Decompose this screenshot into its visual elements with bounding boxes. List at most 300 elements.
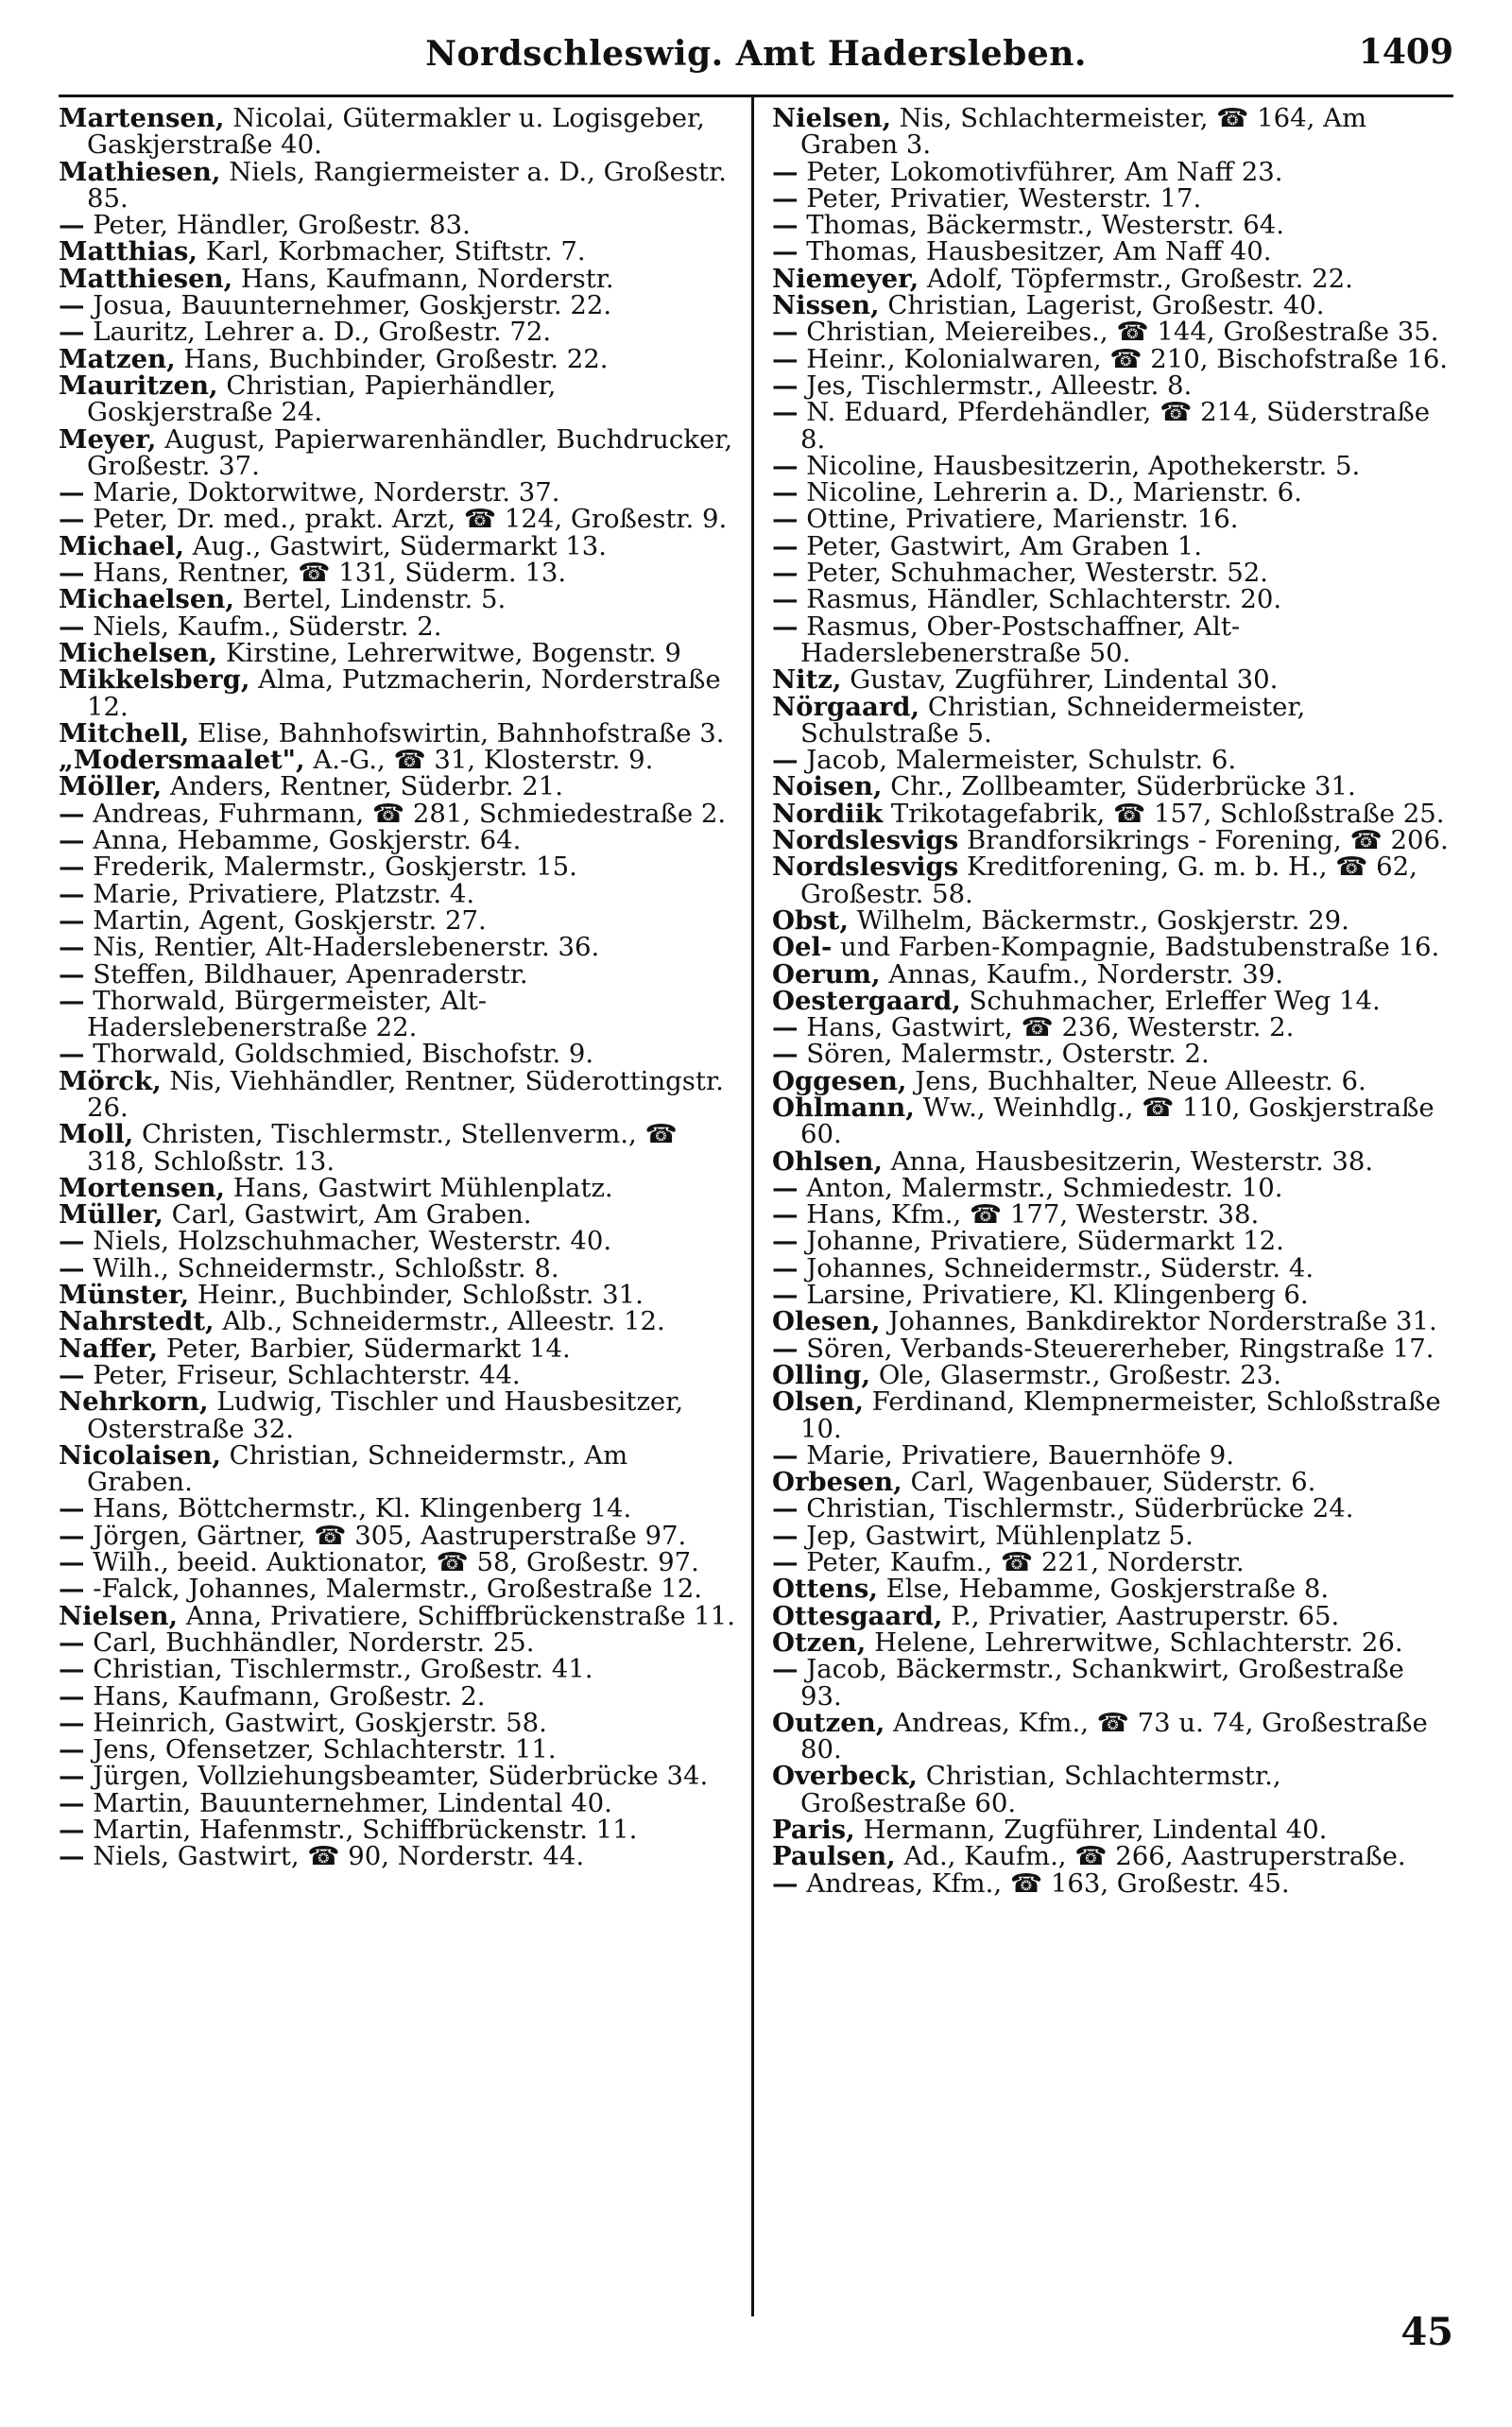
entry-name: — [771, 182, 799, 214]
entry-name: — [59, 1627, 85, 1658]
entry-details: Frederik, Malermstr., Goskjerstr. 15. [84, 852, 577, 883]
directory-entry [59, 530, 740, 561]
entry-name: — [59, 878, 85, 909]
entry-name: — [59, 1734, 85, 1765]
entry-name: Meyer, [59, 423, 157, 455]
directory-entry [59, 825, 740, 856]
entry-name: Oggesen, [771, 1065, 907, 1096]
directory-entry [59, 105, 740, 159]
entry-name: — [771, 1654, 799, 1685]
entry-details: und Farben-Kompagnie, Badstubenstraße 16. [832, 932, 1440, 963]
entry-details: Heinrich, Gastwirt, Goskjerstr. 58. [84, 1707, 547, 1738]
directory-entry [771, 450, 1453, 481]
entry-name: — [59, 798, 85, 829]
entry-name: Moll, [59, 1119, 134, 1150]
entry-name: — [771, 558, 799, 589]
entry-name: — [59, 1707, 85, 1738]
directory-entry [771, 504, 1453, 535]
directory-entry [771, 985, 1453, 1016]
entry-details: Christian, Schneidermstr., Am Graben. [87, 1439, 628, 1498]
entry-name: Nielsen, [771, 103, 892, 133]
directory-entry [59, 1388, 740, 1442]
directory-entry [772, 1335, 1453, 1362]
directory-entry [59, 372, 740, 426]
directory-entry [59, 1761, 740, 1792]
entry-details: Peter, Kaufm., ☎ 221, Norderstr. [798, 1547, 1245, 1578]
entry-details: Marie, Doktorwitwe, Norderstr. 37. [84, 477, 560, 508]
entry-name: Nitz, [771, 664, 842, 696]
directory-entry [59, 1680, 740, 1712]
directory-entry [771, 290, 1453, 321]
directory-entry [59, 985, 740, 1043]
directory-entry [59, 613, 740, 640]
entry-details: Hermann, Zugführer, Lindental 40. [854, 1815, 1328, 1845]
entry-details: Alma, Putzmacherin, Norderstraße 12. [87, 664, 721, 722]
directory-entry [772, 479, 1453, 506]
entry-name: — [59, 1654, 85, 1685]
entry-details: Christian, Schneidermeister, Schulstraße 5. [799, 691, 1306, 749]
entry-name: Obst, [771, 904, 849, 936]
entry-name: — [771, 1252, 799, 1283]
directory-entry [771, 584, 1453, 615]
directory-entry [771, 1306, 1453, 1337]
entry-details: Jürgen, Vollziehungsbeamter, Süderbrücke 34. [84, 1761, 709, 1792]
entry-name: — [771, 745, 799, 776]
directory-entry [771, 1520, 1453, 1551]
entry-details: Josua, Bauunternehmer, Goskjerstr. 22. [84, 290, 612, 321]
entry-details: Adolf, Töpfermstr., Großestr. 22. [919, 263, 1353, 294]
entry-details: Ludwig, Tischler und Hausbesitzer, Osterstraße 32. [87, 1386, 684, 1444]
directory-entry [772, 1094, 1453, 1148]
entry-details: Hans, Kaufmann, Norderstr. [232, 263, 614, 294]
entry-details: Peter, Barbier, Südermarkt 14. [158, 1333, 571, 1364]
directory-entry [771, 691, 1453, 749]
entry-details: Brandforsikrings - Forening, ☎ 206. [958, 825, 1449, 856]
entry-details: August, Papierwarenhändler, Buchdrucker, Großestr. 37. [87, 423, 733, 481]
entry-name: — [59, 1815, 85, 1845]
entry-name: — [771, 156, 799, 187]
entry-details: N. Eduard, Pferdehändler, ☎ 214, Süderstraße 8. [798, 397, 1430, 455]
entry-details: Nis, Viehhändler, Rentner, Süderottingstr. 26. [87, 1065, 724, 1123]
entry-name: Möller, [59, 771, 163, 802]
directory-entry [772, 1870, 1453, 1897]
entry-details: Anna, Hausbesitzerin, Westerstr. 38. [882, 1145, 1374, 1177]
entry-name: Nielsen, [59, 1600, 179, 1631]
entry-name: — [771, 450, 799, 481]
right-column [754, 97, 1453, 2316]
directory-entry [771, 825, 1453, 856]
entry-name: — [59, 985, 85, 1016]
directory-entry [59, 637, 740, 668]
entry-details: Hans, Rentner, ☎ 131, Süderm. 13. [84, 558, 567, 589]
directory-entry [771, 343, 1453, 374]
directory-entry [771, 1600, 1453, 1631]
entry-details: Niels, Rangiermeister a. D., Großestr. 85. [87, 156, 727, 214]
directory-entry [59, 1065, 740, 1123]
directory-entry [772, 1816, 1453, 1843]
entry-name: — [59, 611, 85, 642]
entry-details: Niels, Kaufm., Süderstr. 2. [84, 611, 442, 642]
entry-name: — [59, 852, 85, 883]
directory-entry [771, 317, 1453, 348]
entry-name: — [59, 904, 85, 936]
entry-name: Nissen, [771, 290, 880, 321]
entry-name: — [59, 1520, 85, 1551]
entry-details: Jens, Buchhalter, Neue Alleestr. 6. [906, 1065, 1366, 1096]
directory-entry [771, 1574, 1453, 1605]
directory-entry [59, 1495, 740, 1522]
directory-entry [772, 238, 1453, 265]
entry-details: Christian, Tischlermstr., Großestr. 41. [84, 1654, 593, 1685]
entry-name: — [59, 1493, 85, 1524]
directory-entry [59, 1787, 740, 1818]
entry-name: — [59, 1039, 85, 1070]
entry-name: — [771, 370, 799, 401]
entry-name: — [771, 317, 799, 348]
entry-name: — [59, 477, 85, 508]
directory-entry [772, 1495, 1453, 1522]
entry-name: — [771, 397, 799, 428]
entry-details: Sören, Malermstr., Osterstr. 2. [798, 1039, 1210, 1070]
entry-details: Hans, Gastwirt, ☎ 236, Westerstr. 2. [798, 1012, 1295, 1043]
entry-details: Andreas, Kfm., ☎ 163, Großestr. 45. [798, 1868, 1290, 1899]
directory-entry [771, 664, 1453, 696]
entry-name: — [771, 1493, 799, 1524]
entry-details: Christian, Papierhändler, Goskjerstraße 24. [87, 370, 557, 428]
entry-name: Oel- [771, 932, 833, 963]
entry-details: Nis, Schlachtermeister, ☎ 164, Am Graben 3. [799, 103, 1367, 161]
directory-entry [772, 105, 1453, 159]
directory-entry [771, 182, 1453, 214]
entry-name: Ottens, [771, 1574, 878, 1605]
entry-name: — [771, 1226, 799, 1257]
directory-entry [59, 1280, 740, 1311]
entry-details: Nicoline, Lehrerin a. D., Marienstr. 6. [798, 477, 1302, 508]
entry-name: Matzen, [59, 343, 176, 374]
entry-details: Rasmus, Händler, Schlachterstr. 20. [798, 584, 1282, 615]
entry-details: Christian, Tischlermstr., Süderbrücke 24. [798, 1493, 1354, 1524]
entry-details: A.-G., ☎ 31, Klosterstr. 9. [304, 745, 654, 776]
entry-details: Bertel, Lindenstr. 5. [233, 584, 507, 615]
entry-name: Nordslesvigs [771, 852, 959, 883]
entry-name: Nicolaisen, [59, 1439, 221, 1471]
directory-entry [59, 1172, 740, 1203]
directory-entry [771, 1172, 1453, 1203]
directory-entry [59, 343, 740, 374]
running-title: Nordschleswig. Amt Hadersleben. [425, 34, 1087, 74]
entry-name: Olsen, [771, 1386, 864, 1418]
entry-name: — [59, 210, 85, 241]
entry-name: — [59, 1841, 85, 1872]
entry-details: Peter, Gastwirt, Am Graben 1. [798, 530, 1202, 561]
entry-details: Thomas, Bäckermstr., Westerstr. 64. [798, 210, 1284, 241]
entry-name: Nordslesvigs [771, 825, 959, 856]
entry-details: Jörgen, Gärtner, ☎ 305, Aastruperstraße 97. [84, 1520, 687, 1551]
entry-name: Ottesgaard, [771, 1600, 943, 1631]
entry-details: Anna, Privatiere, Schiffbrückenstraße 11. [178, 1600, 735, 1631]
directory-entry [59, 717, 740, 749]
entry-name: — [771, 584, 799, 615]
entry-details: Chr., Zollbeamter, Süderbrücke 31. [882, 771, 1356, 802]
directory-entry [771, 1145, 1453, 1177]
entry-details: Annas, Kaufm., Norderstr. 39. [880, 958, 1284, 990]
entry-name: Müller, [59, 1199, 163, 1231]
entry-details: Peter, Lokomotivführer, Am Naff 23. [798, 156, 1283, 187]
entry-name: — [771, 611, 799, 642]
entry-details: Johannes, Schneidermstr., Süderstr. 4. [798, 1252, 1314, 1283]
directory-entry [59, 1600, 740, 1631]
entry-details: Hans, Kfm., ☎ 177, Westerstr. 38. [798, 1199, 1260, 1231]
directory-entry [59, 852, 740, 883]
entry-name: — [59, 290, 85, 321]
directory-entry [771, 263, 1453, 294]
directory-entry [59, 210, 740, 241]
entry-details: Wilhelm, Bäckermstr., Goskjerstr. 29. [848, 904, 1349, 936]
entry-name: Mauritzen, [59, 370, 218, 401]
entry-name: Mitchell, [59, 717, 190, 749]
directory-entry [771, 1467, 1453, 1498]
directory-entry [59, 423, 740, 481]
directory-entry [772, 372, 1453, 399]
entry-details: Ottine, Privatiere, Marienstr. 16. [798, 504, 1239, 535]
directory-entry [59, 666, 740, 720]
entry-name: — [771, 1333, 799, 1364]
directory-entry [59, 773, 740, 800]
entry-name: Oestergaard, [771, 985, 961, 1016]
entry-name: Ohlmann, [771, 1092, 915, 1123]
entry-name: — [771, 504, 799, 535]
entry-details: Heinr., Buchbinder, Schloßstr. 31. [189, 1280, 644, 1311]
entry-name: — [59, 825, 85, 856]
directory-entry [771, 530, 1453, 561]
entry-details: Karl, Korbmacher, Stiftstr. 7. [197, 236, 586, 267]
entry-name: — [771, 477, 799, 508]
entry-details: Marie, Privatiere, Bauernhöfe 9. [798, 1439, 1235, 1471]
entry-name: — [59, 1574, 85, 1605]
entry-name: — [771, 210, 799, 241]
directory-entry [59, 745, 740, 776]
entry-name: Mortensen, [59, 1172, 226, 1203]
directory-entry [771, 1841, 1453, 1872]
directory-entry [59, 479, 740, 506]
columns [59, 97, 1453, 2316]
entry-name: — [771, 1280, 799, 1311]
entry-details: Kirstine, Lehrerwitwe, Bogenstr. 9 [217, 637, 681, 668]
signature-number: 45 [1400, 2310, 1453, 2354]
directory-entry [59, 1226, 740, 1257]
entry-name: Paris, [771, 1815, 855, 1845]
entry-details: Nis, Rentier, Alt-Haderslebenerstr. 36. [84, 932, 600, 963]
entry-name: — [59, 1226, 85, 1257]
directory-entry [771, 1226, 1453, 1257]
directory-entry [771, 958, 1453, 990]
entry-details: Anders, Rentner, Süderbr. 21. [162, 771, 564, 802]
entry-name: Nörgaard, [771, 691, 920, 722]
entry-name: Nahrstedt, [59, 1306, 215, 1337]
directory-entry [59, 878, 740, 909]
entry-details: P., Privatier, Aastruperstr. 65. [942, 1600, 1340, 1631]
entry-details: Helene, Lehrerwitwe, Schlachterstr. 26. [866, 1627, 1403, 1658]
entry-name: Matthias, [59, 236, 198, 267]
entry-details: Else, Hebamme, Goskjerstraße 8. [877, 1574, 1330, 1605]
entry-name: Outzen, [771, 1707, 885, 1738]
directory-entry [59, 932, 740, 963]
directory-entry [59, 1736, 740, 1763]
entry-details: Christen, Tischlermstr., Stellenverm., ☎ 318, Schloßstr. 13. [87, 1119, 678, 1177]
directory-entry [59, 1335, 740, 1362]
directory-entry [59, 800, 740, 827]
directory-entry [59, 1199, 740, 1231]
entry-name: — [59, 932, 85, 963]
directory-entry [771, 1039, 1453, 1070]
entry-details: Martin, Bauunternehmer, Lindental 40. [84, 1787, 612, 1818]
entry-details: Jes, Tischlermstr., Alleestr. 8. [798, 370, 1193, 401]
entry-name: — [59, 1761, 85, 1792]
directory-entry [59, 1707, 740, 1738]
entry-name: Otzen, [771, 1627, 867, 1658]
directory-entry [771, 1252, 1453, 1283]
entry-details: Lauritz, Lehrer a. D., Großestr. 72. [84, 317, 552, 348]
directory-entry [59, 1121, 740, 1175]
directory-entry [771, 210, 1453, 241]
entry-details: Jep, Gastwirt, Mühlenplatz 5. [798, 1520, 1194, 1551]
entry-name: — [771, 1868, 799, 1899]
directory-entry [771, 1199, 1453, 1231]
directory-entry [772, 1388, 1453, 1442]
entry-details: Hans, Kaufmann, Großestr. 2. [84, 1680, 486, 1712]
entry-name: — [59, 1252, 85, 1283]
entry-details: Jacob, Bäckermstr., Schankwirt, Großestraße 93. [798, 1654, 1404, 1712]
entry-details: Anna, Hebamme, Goskjerstr. 64. [84, 825, 522, 856]
entry-details: Christian, Schlachtermstr., Großestraße 60. [799, 1761, 1281, 1818]
directory-entry [772, 800, 1453, 827]
entry-details: Andreas, Fuhrmann, ☎ 281, Schmiedestraße 2. [84, 798, 727, 829]
entry-details: -Falck, Johannes, Malermstr., Großestraße 12. [84, 1574, 702, 1605]
entry-name: — [59, 317, 85, 348]
entry-name: Oerum, [771, 958, 881, 990]
entry-details: Thorwald, Bürgermeister, Alt-Haderslebenerstraße 22. [84, 985, 488, 1043]
entry-details: Peter, Dr. med., prakt. Arzt, ☎ 124, Großestr. 9. [84, 504, 728, 535]
directory-entry [59, 1359, 740, 1390]
entry-details: Thomas, Hausbesitzer, Am Naff 40. [798, 236, 1272, 267]
entry-name: Mikkelsberg, [59, 664, 250, 696]
entry-details: Ole, Glasermstr., Großestr. 23. [870, 1359, 1282, 1390]
directory-entry [771, 745, 1453, 776]
entry-details: Martin, Agent, Goskjerstr. 27. [84, 904, 487, 936]
entry-details: Martin, Hafenmstr., Schiffbrückenstr. 11. [84, 1815, 638, 1845]
entry-details: Trikotagefabrik, ☎ 157, Schloßstraße 25. [883, 798, 1445, 829]
entry-name: — [771, 1012, 799, 1043]
entry-name: Niemeyer, [771, 263, 919, 294]
entry-name: Michelsen, [59, 637, 218, 668]
directory-entry [771, 156, 1453, 187]
entry-details: Peter, Schuhmacher, Westerstr. 52. [798, 558, 1268, 589]
entry-name: — [771, 1547, 799, 1578]
entry-name: — [771, 1199, 799, 1231]
entry-name: Michaelsen, [59, 584, 234, 615]
directory-entry [771, 1065, 1453, 1096]
directory-entry [59, 1574, 740, 1605]
entry-details: Peter, Privatier, Westerstr. 17. [798, 182, 1202, 214]
entry-name: — [59, 1359, 85, 1390]
entry-details: Johannes, Bankdirektor Norderstraße 31. [880, 1306, 1437, 1337]
directory-entry [772, 613, 1453, 667]
entry-details: Christian, Lagerist, Großestr. 40. [879, 290, 1325, 321]
directory-entry [59, 1306, 740, 1337]
entry-name: Overbeck, [771, 1761, 919, 1792]
directory-entry [59, 317, 740, 348]
directory-entry [59, 958, 740, 990]
directory-entry [772, 1763, 1453, 1816]
entry-details: Sören, Verbands-Steuererheber, Ringstraße 17. [798, 1333, 1435, 1364]
entry-name: Noisen, [771, 771, 883, 802]
page-header [59, 28, 1453, 97]
directory-entry [771, 1439, 1453, 1471]
entry-details: Heinr., Kolonialwaren, ☎ 210, Bischofstraße 16. [798, 343, 1449, 374]
entry-name: Mathiesen, [59, 156, 221, 187]
entry-details: Carl, Buchhändler, Norderstr. 25. [84, 1627, 535, 1658]
directory-entry [771, 904, 1453, 936]
entry-name: Ohlsen, [771, 1145, 883, 1177]
entry-details: Ad., Kaufm., ☎ 266, Aastruperstraße. [895, 1841, 1406, 1872]
directory-entry [59, 1629, 740, 1656]
entry-name: — [59, 1787, 85, 1818]
entry-details: Hans, Gastwirt Mühlenplatz. [225, 1172, 613, 1203]
directory-entry [772, 773, 1453, 800]
directory-entry [59, 263, 740, 294]
directory-entry [59, 290, 740, 321]
entry-details: Hans, Buchbinder, Großestr. 22. [175, 343, 609, 374]
entry-name: — [59, 1547, 85, 1578]
entry-name: — [771, 236, 799, 267]
entry-name: Olling, [771, 1359, 871, 1390]
entry-details: Larsine, Privatiere, Kl. Klingenberg 6. [798, 1280, 1309, 1311]
directory-entry [59, 1816, 740, 1843]
entry-details: Peter, Händler, Großestr. 83. [84, 210, 471, 241]
directory-entry [771, 1280, 1453, 1311]
entry-name: Münster, [59, 1280, 190, 1311]
directory-entry [59, 904, 740, 936]
entry-name: Matthiesen, [59, 263, 233, 294]
directory-entry [59, 1654, 740, 1685]
entry-name: — [771, 1039, 799, 1070]
entry-name: — [771, 1172, 799, 1203]
entry-name: Martensen, [59, 103, 225, 133]
entry-details: Marie, Privatiere, Platzstr. 4. [84, 878, 475, 909]
entry-details: Niels, Holzschuhmacher, Westerstr. 40. [84, 1226, 612, 1257]
entry-details: Wilh., beeid. Auktionator, ☎ 58, Großestr. 97. [84, 1547, 699, 1578]
entry-details: Thorwald, Goldschmied, Bischofstr. 9. [84, 1039, 594, 1070]
entry-details: Alb., Schneidermstr., Alleestr. 12. [214, 1306, 665, 1337]
entry-name: Mörck, [59, 1065, 162, 1096]
entry-name: — [59, 1680, 85, 1712]
directory-entry [771, 1707, 1453, 1765]
entry-details: Carl, Wagenbauer, Süderstr. 6. [902, 1467, 1316, 1498]
directory-entry [59, 1547, 740, 1578]
entry-details: Jacob, Malermeister, Schulstr. 6. [798, 745, 1237, 776]
entry-details: Nicolai, Gütermakler u. Logisgeber, Gaskjerstraße 40. [87, 103, 705, 161]
directory-entry [772, 853, 1453, 907]
entry-name: „Modersmaalet", [59, 745, 305, 776]
directory-entry [59, 1039, 740, 1070]
entry-name: — [59, 558, 85, 589]
entry-details: Gustav, Zugführer, Lindental 30. [841, 664, 1279, 696]
entry-details: Anton, Malermstr., Schmiedestr. 10. [798, 1172, 1283, 1203]
entry-details: Andreas, Kfm., ☎ 73 u. 74, Großestraße 80. [799, 1707, 1428, 1765]
entry-name: Nehrkorn, [59, 1386, 209, 1418]
entry-details: Steffen, Bildhauer, Apenraderstr. [84, 958, 528, 990]
entry-name: — [59, 958, 85, 990]
